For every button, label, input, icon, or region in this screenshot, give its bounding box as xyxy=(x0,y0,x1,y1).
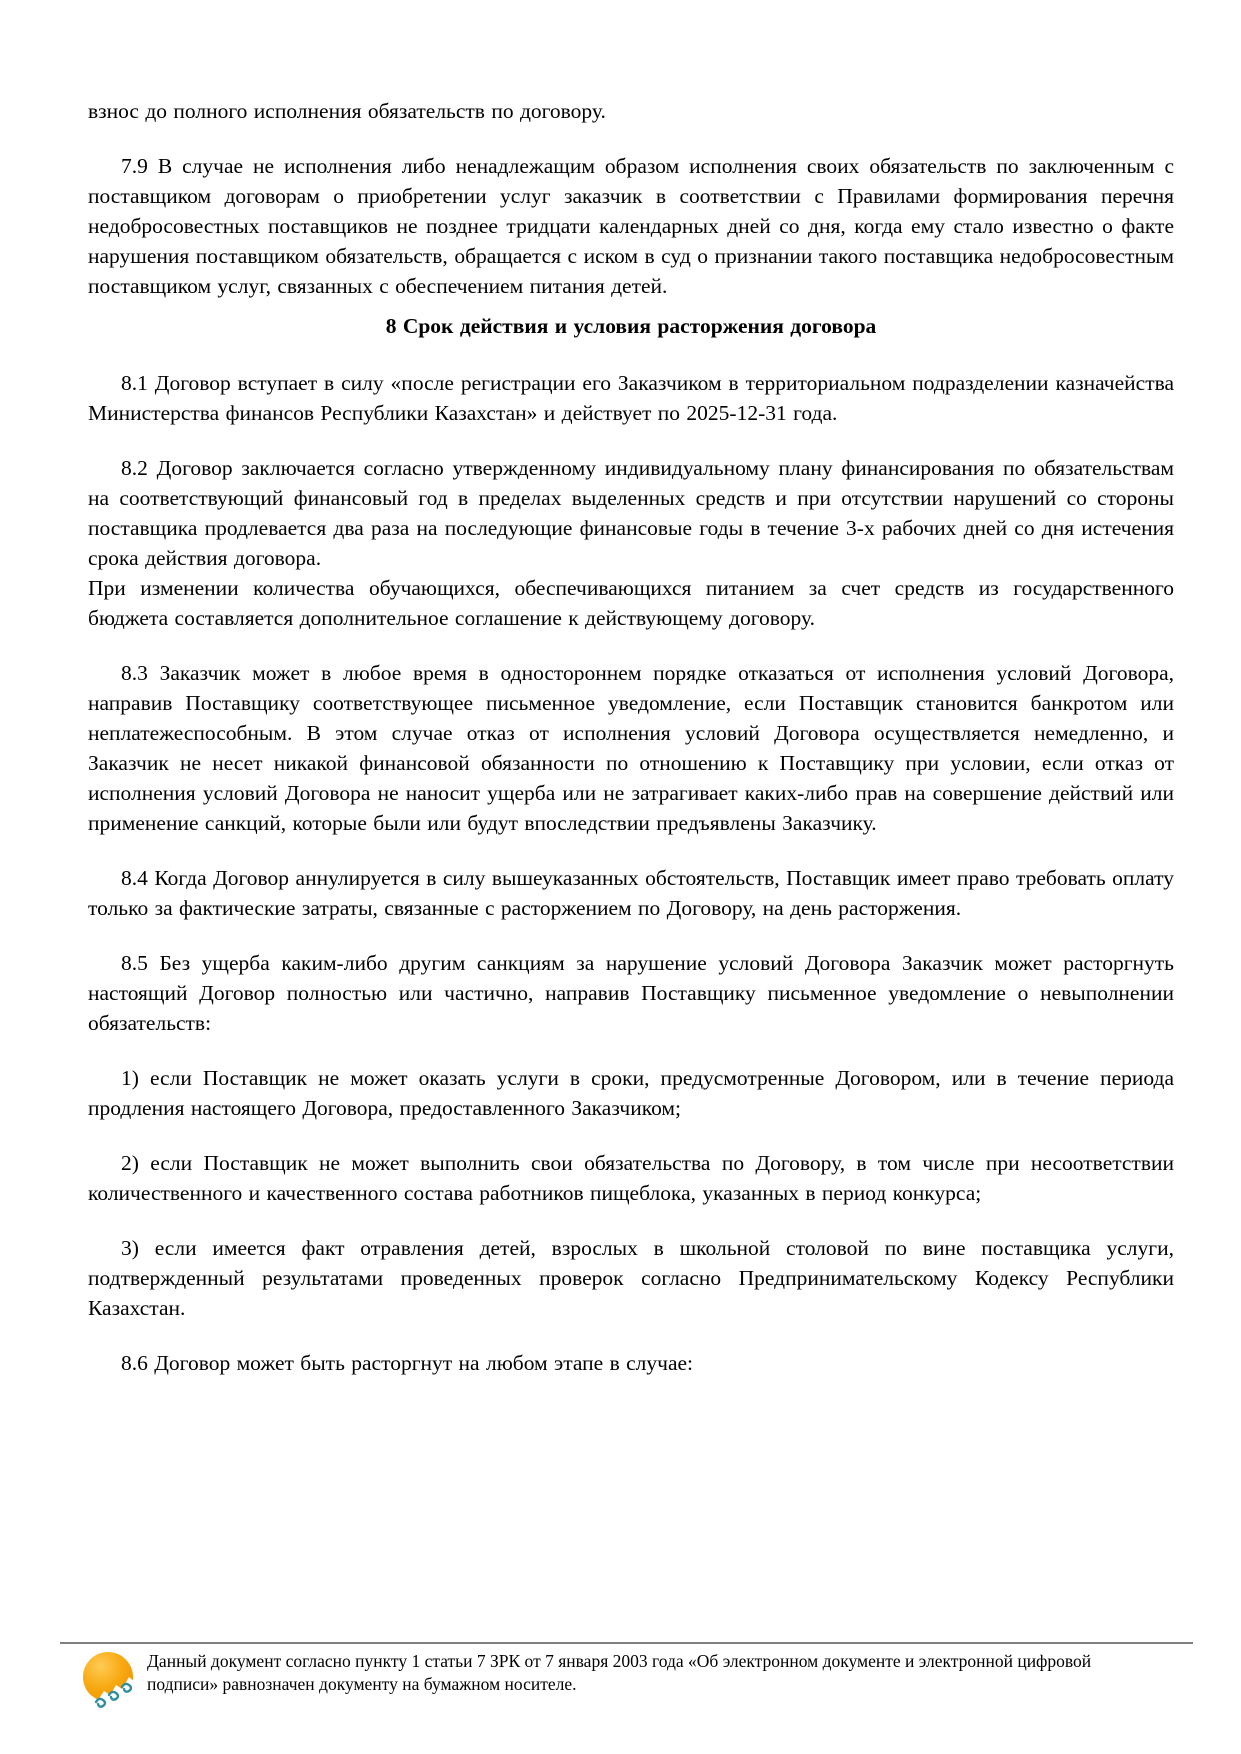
egov-kz-logo-icon xyxy=(82,1650,136,1712)
clause-8-2: 8.2 Договор заключается согласно утвержденному индивидуальному плану финансирования по обязательствам на соответствующий финансовый год в пределах выделенных средств и при отсутствии нарушений со стороны поставщика продлевается два раза на последующие финансовые годы в течение 3-х рабочих дней со дня истечения срока действия договора. xyxy=(88,456,1174,570)
section-8-heading: 8 Срок действия и условия расторжения договора xyxy=(385,314,877,338)
clause-8-5: 8.5 Без ущерба каким-либо другим санкциям за нарушение условий Договора Заказчик может расторгнуть настоящий Договор полностью или частично, направив Поставщику письменное уведомление о невыполнении обязательств: xyxy=(88,951,1174,1035)
document-body xyxy=(88,96,1174,1403)
clause-8-3: 8.3 Заказчик может в любое время в одностороннем порядке отказаться от исполнения условий Договора, направив Поставщику соответствующее письменное уведомление, если Поставщик становится банкротом или неплатежеспособным. В этом случае отказ от исполнения условий Договора осуществляется немедленно, и Заказчик не несет никакой финансовой обязанности по отношению к Поставщику при условии, если отказ от исполнения условий Договора не наносит ущерба или не затрагивает каких-либо прав на совершение действий или применение санкций, которые были или будут впоследствии предъявлены Заказчику. xyxy=(88,661,1174,835)
clause-8-5-item-3: 3) если имеется факт отравления детей, взрослых в школьной столовой по вине поставщика услуги, подтвержденный результатами проведенных проверок согласно Предпринимательскому Кодексу Республики Казахстан. xyxy=(88,1236,1174,1320)
clause-8-2-addendum: При изменении количества обучающихся, обеспечивающихся питанием за счет средств из государственного бюджета составляется дополнительное соглашение к действующему договору. xyxy=(88,576,1174,630)
footer-row xyxy=(60,1644,1193,1712)
clause-8-6: 8.6 Договор может быть расторгнут на любом этапе в случае: xyxy=(121,1351,693,1375)
footer-legal-notice: Данный документ согласно пункту 1 статьи 7 ЗРК от 7 января 2003 года «Об электронном документе и электронной цифровой подписи» равнозначен документу на бумажном носителе. xyxy=(147,1651,1092,1694)
clause-7-9: 7.9 В случае не исполнения либо ненадлежащим образом исполнения своих обязательств по заключенным с поставщиком договорам о приобретении услуг заказчик в соответствии с Правилами формирования перечня недобросовестных поставщиков не позднее тридцати календарных дней со дня, когда ему стало известно о факте нарушения поставщиком обязательств, обращается с иском в суд о признании такого поставщика недобросовестным поставщиком услуг, связанных с обеспечением питания детей. xyxy=(88,154,1174,298)
clause-8-5-item-1: 1) если Поставщик не может оказать услуги в сроки, предусмотренные Договором, или в течение периода продления настоящего Договора, предоставленного Заказчиком; xyxy=(88,1066,1174,1120)
clause-8-5-item-2: 2) если Поставщик не может выполнить свои обязательства по Договору, в том числе при несоответствии количественного и качественного состава работников пищеблока, указанных в период конкурса; xyxy=(88,1151,1174,1205)
continuation-line: взнос до полного исполнения обязательств по договору. xyxy=(88,99,606,123)
clause-8-4: 8.4 Когда Договор аннулируется в силу вышеуказанных обстоятельств, Поставщик имеет право требовать оплату только за фактические затраты, связанные с расторжением по Договору, на день расторжения. xyxy=(88,866,1174,920)
signature-footer xyxy=(60,1642,1193,1712)
clause-8-1: 8.1 Договор вступает в силу «после регистрации его Заказчиком в территориальном подразделении казначейства Министерства финансов Республики Казахстан» и действует по 2025-12-31 года. xyxy=(88,371,1174,425)
